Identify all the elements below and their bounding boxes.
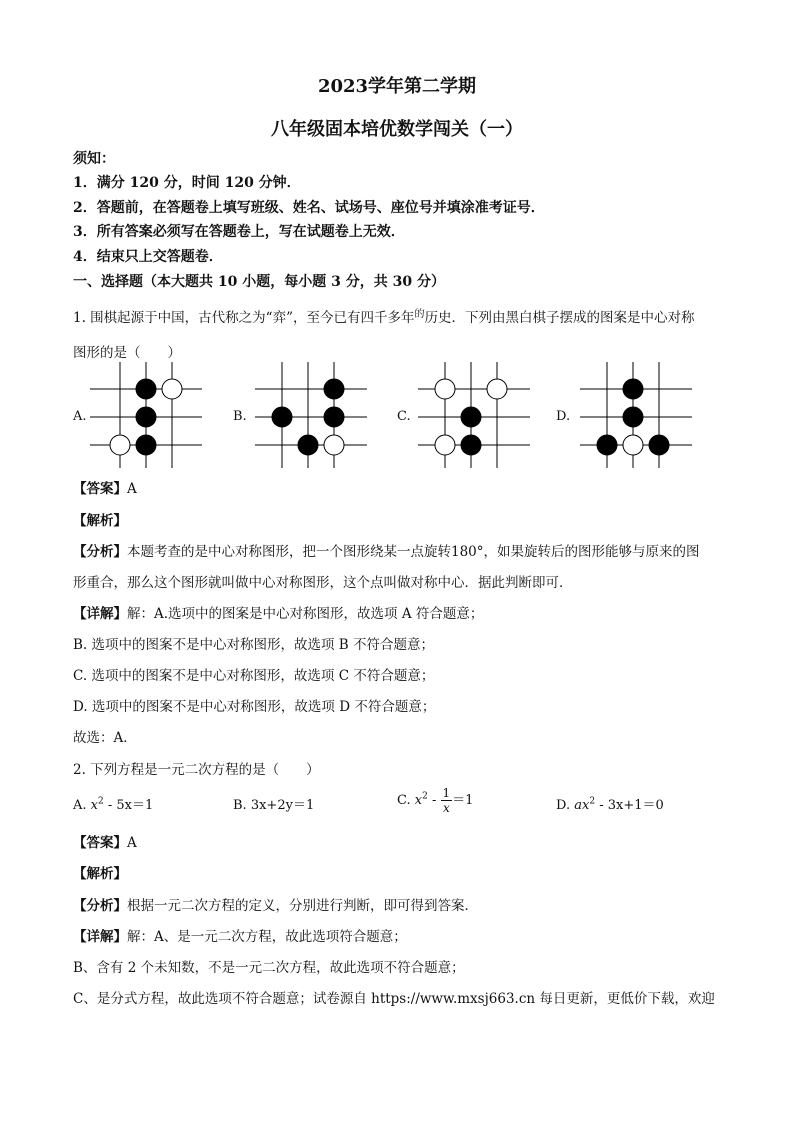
math-var: ax xyxy=(574,798,590,813)
black-stone xyxy=(136,407,156,427)
q1-detail-line2: B. 选项中的图案不是中心对称图形，故选项 B 不符合题意； xyxy=(73,637,435,653)
black-stone xyxy=(324,379,344,399)
math-var: x xyxy=(414,793,423,808)
black-stone xyxy=(272,407,292,427)
option-label-d: D. xyxy=(556,409,571,424)
q1-analysis-line2: 形重合，那么这个图形就叫做中心对称图形，这个点叫做对称中心．据此判断即可． xyxy=(73,575,573,591)
q2-option-b xyxy=(233,794,314,813)
section-heading: 一、选择题（本大题共 10 小题，每小题 3 分，共 30 分） xyxy=(73,274,445,290)
page-subtitle: 八年级固本培优数学闯关（一） xyxy=(271,119,523,140)
q1-detail-line1 xyxy=(73,602,483,622)
q2-answer xyxy=(73,831,137,851)
go-board-b xyxy=(255,362,367,468)
notice-heading: 须知： xyxy=(73,151,115,167)
black-stone xyxy=(298,435,318,455)
q1-stem-part: 历史．下列由黑白棋子摆成的图案是中心对称 xyxy=(424,310,695,326)
answer-value: A xyxy=(127,481,137,497)
q1-detail-line4: D. 选项中的图案不是中心对称图形，故选项 D 不符合题意； xyxy=(73,699,436,715)
notice-item: 4．结束只上交答题卷． xyxy=(73,249,223,265)
black-stone xyxy=(623,379,643,399)
q1-answer xyxy=(73,477,137,497)
math-text: 3x+2y＝1 xyxy=(250,798,315,813)
q2-option-a xyxy=(73,794,153,813)
black-stone xyxy=(649,435,669,455)
q2-detail-line2: B、含有 2 个未知数，不是一元二次方程，故此选项不符合题意； xyxy=(73,960,465,976)
notice-item: 2．答题前，在答题卷上填写班级、姓名、试场号、座位号并填涂准考证号． xyxy=(73,200,545,216)
white-stone xyxy=(487,379,507,399)
answer-tag: 【答案】 xyxy=(73,835,127,851)
math-rest: - 3x+1＝0 xyxy=(595,798,664,813)
white-stone xyxy=(110,435,130,455)
white-stone xyxy=(435,435,455,455)
analysis-text: 本题考查的是中心对称图形，把一个图形绕某一点旋转180°，如果旋转后的图形能够与原来的图 xyxy=(127,544,700,560)
math-minus: - xyxy=(427,793,441,808)
black-stone xyxy=(324,407,344,427)
q2-detail-line3: C、是分式方程，故此选项不符合题意；试卷源自 https://www.mxsj663.cn 每日更新，更低价下载，欢迎 xyxy=(73,991,715,1007)
black-stone xyxy=(136,435,156,455)
answer-value: A xyxy=(127,835,137,851)
q2-option-c xyxy=(397,786,473,815)
detail-label: 【详解】 xyxy=(73,929,127,945)
option-label-a: A. xyxy=(73,409,87,424)
black-stone xyxy=(136,379,156,399)
math-var: x xyxy=(90,798,99,813)
answer-tag: 【答案】 xyxy=(73,481,127,497)
math-exp: 2 xyxy=(589,796,596,807)
analysis-text: 根据一元二次方程的定义，分别进行判断，即可得到答案． xyxy=(127,898,478,914)
white-stone xyxy=(324,435,344,455)
math-exp: 2 xyxy=(98,796,104,807)
q2-detail-line1 xyxy=(73,925,407,945)
q1-stem-line2: 图形的是（ ） xyxy=(73,345,181,361)
notice-item: 3．所有答案必须写在答题卷上，写在试题卷上无效． xyxy=(73,224,405,240)
q1-stem-small-char: 的 xyxy=(414,309,425,320)
white-stone xyxy=(162,379,182,399)
analysis-tag: 【解析】 xyxy=(73,866,127,882)
math-exp: 2 xyxy=(422,791,428,802)
q1-conclusion: 故选：A． xyxy=(73,730,137,746)
q1-analysis-line1 xyxy=(73,540,700,560)
black-stone xyxy=(461,407,481,427)
q2-option-d xyxy=(556,794,664,813)
analysis-label: 【分析】 xyxy=(73,898,127,914)
detail-label: 【详解】 xyxy=(73,606,127,622)
white-stone xyxy=(623,435,643,455)
white-stone xyxy=(435,379,455,399)
fraction xyxy=(441,786,453,815)
analysis-tag: 【解析】 xyxy=(73,513,127,529)
detail-text: 解：A.选项中的图案是中心对称图形，故选项 A 符合题意； xyxy=(127,606,484,622)
option-label: B. xyxy=(233,798,247,813)
option-label-b: B. xyxy=(233,409,247,424)
fraction-numerator: 1 xyxy=(442,786,451,800)
fraction-denominator: x xyxy=(442,801,450,815)
q2-stem: 2. 下列方程是一元二次方程的是（ ） xyxy=(73,762,320,778)
math-rest: - 5x＝1 xyxy=(103,798,154,813)
math-rest: ＝1 xyxy=(452,793,474,808)
black-stone xyxy=(597,435,617,455)
q1-stem-line1 xyxy=(73,306,694,326)
page-title: 2023学年第二学期 xyxy=(317,76,477,97)
q1-detail-line3: C. 选项中的图案不是中心对称图形，故选项 C 不符合题意； xyxy=(73,668,435,684)
option-label: D. xyxy=(556,798,571,813)
go-board-a xyxy=(90,362,202,468)
detail-text: 解：A、是一元二次方程，故此选项符合题意； xyxy=(127,929,407,945)
option-label: A. xyxy=(73,798,87,813)
analysis-label: 【分析】 xyxy=(73,544,127,560)
go-board-d xyxy=(580,362,692,468)
option-label-c: C. xyxy=(397,409,411,424)
black-stone xyxy=(623,407,643,427)
notice-item: 1．满分 120 分，时间 120 分钟． xyxy=(73,175,301,191)
go-board-c xyxy=(418,362,530,468)
q1-stem-part: 1. 围棋起源于中国，古代称之为“弈”，至今已有四千多年 xyxy=(73,310,415,326)
q2-analysis xyxy=(73,894,478,914)
option-label: C. xyxy=(397,793,411,808)
black-stone xyxy=(461,435,481,455)
